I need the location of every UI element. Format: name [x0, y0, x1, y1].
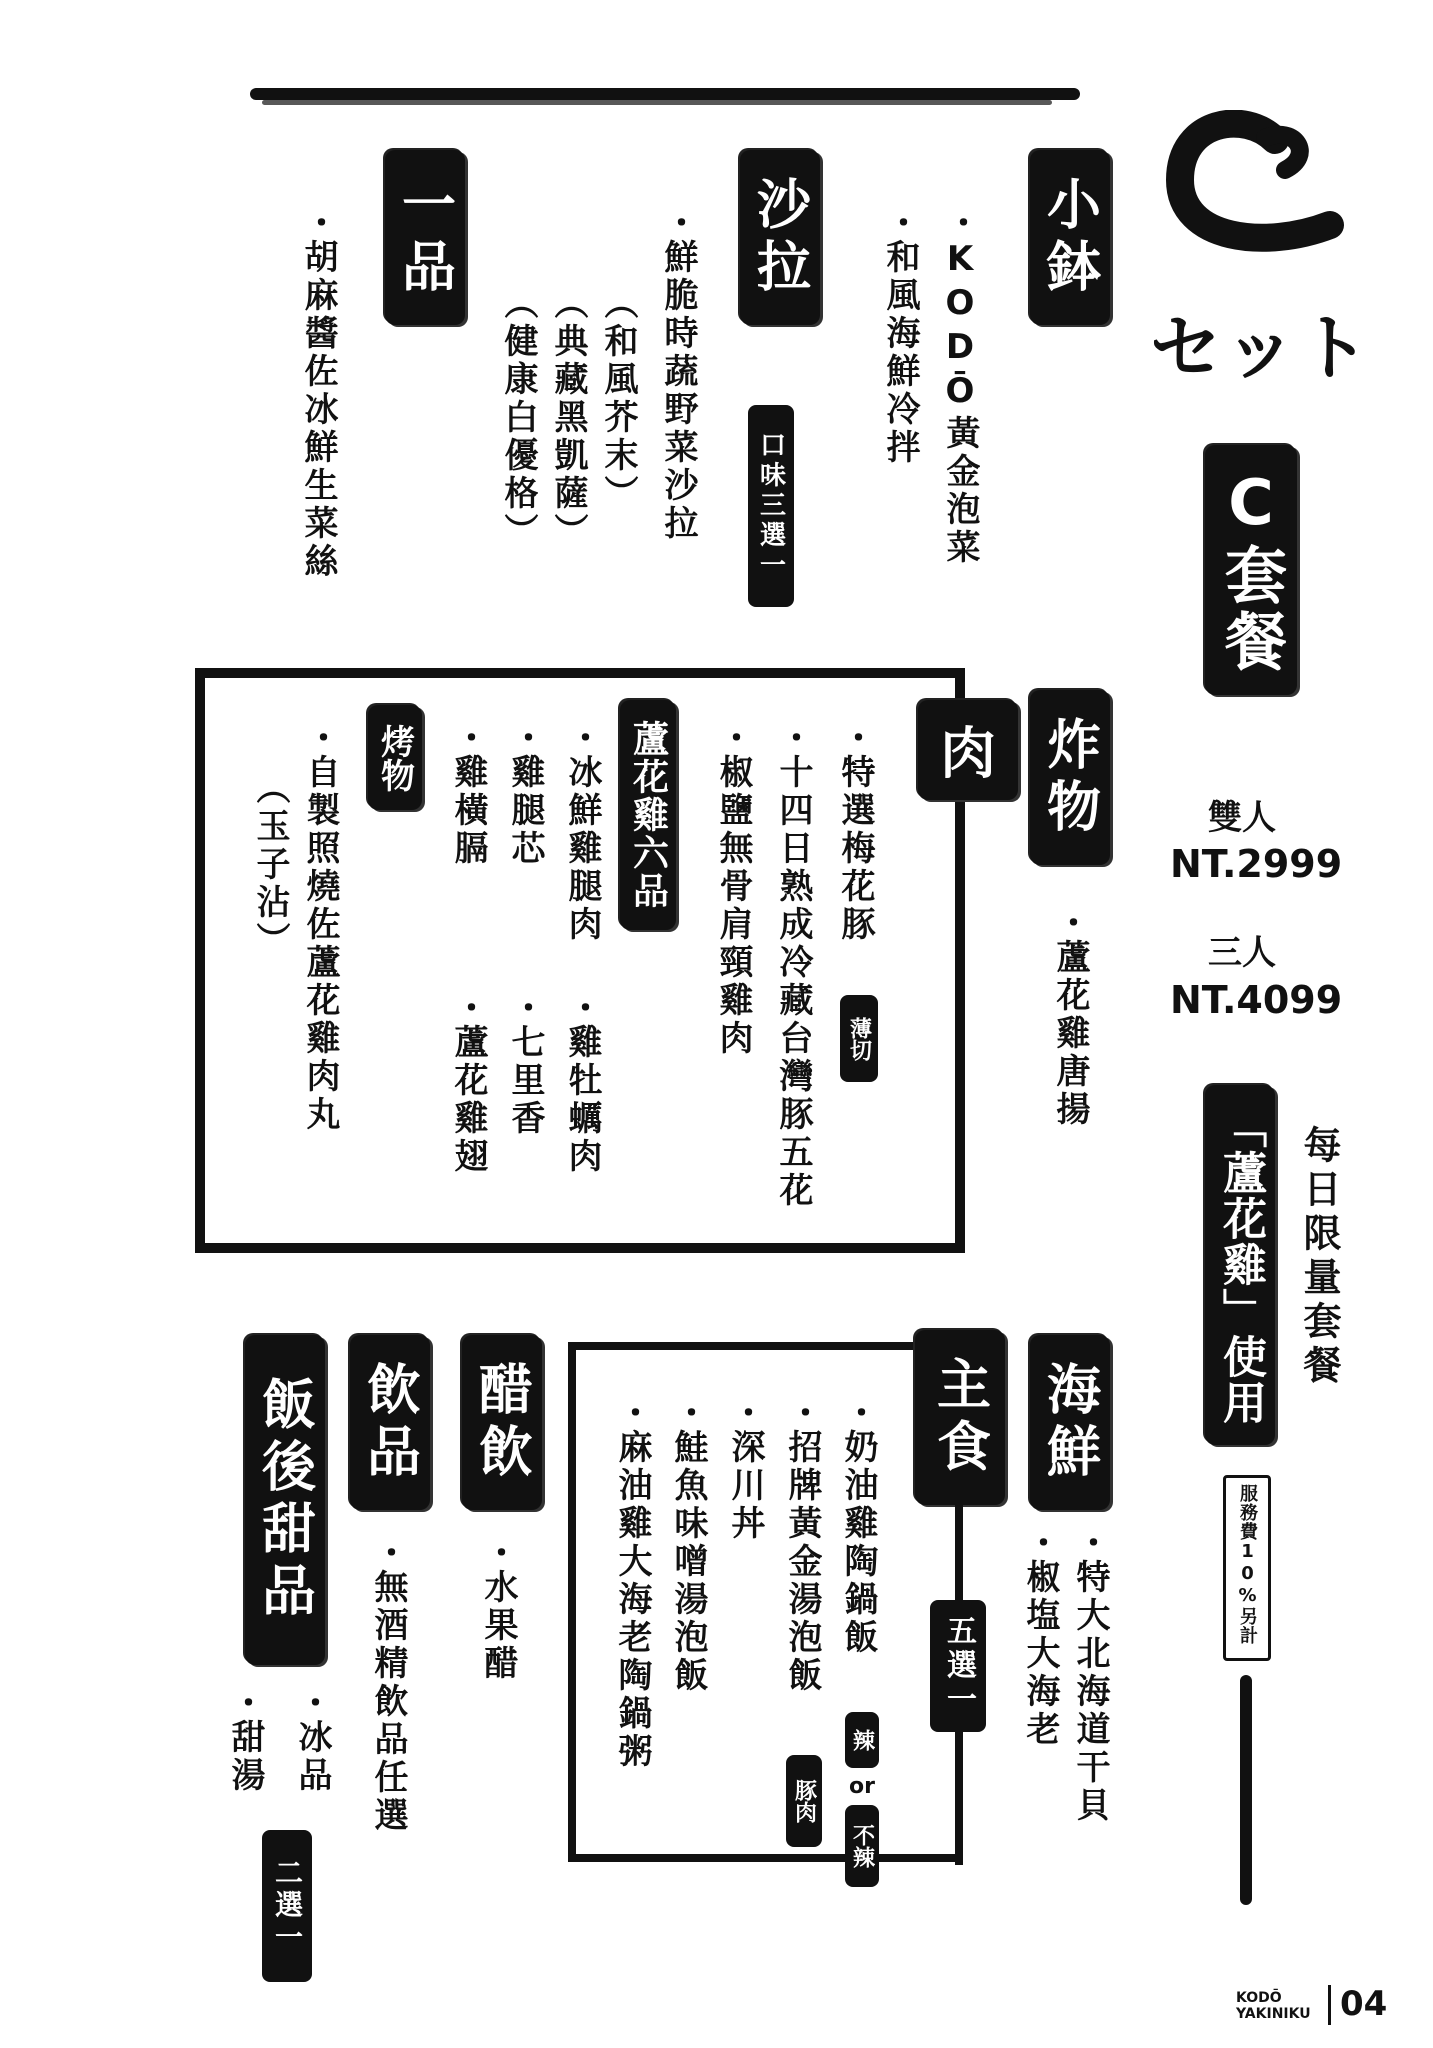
section-title-seafood: 海鮮: [1030, 1335, 1110, 1510]
meat-item-2: ・十四日熟成冷藏台灣豚五花: [773, 720, 813, 1210]
meat-item-1: ・特選梅花豚: [835, 720, 875, 944]
service-fee-text: 服務費10%另計: [1237, 1484, 1258, 1645]
seafood-item-2: ・椒塩大海老: [1020, 1525, 1060, 1749]
dessert-item-1: ・冰品: [292, 1685, 332, 1795]
chicken-badge: 「蘆花雞」使用: [1205, 1085, 1275, 1445]
kobachi-item-2: ・和風海鮮冷拌: [880, 205, 920, 467]
section-title-ippin: 一品: [385, 150, 465, 325]
set-title-badge: C套餐: [1205, 445, 1297, 695]
or-text: or: [849, 1774, 875, 1799]
chicken-six-item-3: ・雞腿芯: [505, 720, 545, 868]
logo-kana: セット: [1150, 306, 1373, 390]
main-spicy-options: [842, 1712, 882, 1887]
salad-option-1: （和風芥末）: [598, 285, 638, 513]
section-title-salad: 沙拉: [740, 150, 820, 325]
footer-divider: [1328, 1985, 1331, 2025]
service-fee-box: [1223, 1475, 1271, 1661]
chicken-six-item-1: ・冰鮮雞腿肉: [562, 720, 602, 944]
ippin-item-1: ・胡麻醬佐冰鮮生菜絲: [298, 205, 338, 581]
meat-thin-cut-badge: 薄切: [840, 995, 878, 1082]
fried-item-1: ・蘆花雞唐揚: [1050, 905, 1090, 1129]
dessert-choice-note: 二選一: [262, 1830, 312, 1982]
section-title-drinks: 飲品: [350, 1335, 430, 1510]
grilled-title: 烤物: [368, 705, 422, 810]
footer-brand-bottom: YAKINIKU: [1236, 2006, 1311, 2022]
main-item-5: ・麻油雞大海老陶鍋粥: [612, 1395, 652, 1771]
dessert-item-2: ・甜湯: [225, 1685, 265, 1795]
daily-limit-text: 每日限量套餐: [1297, 1125, 1341, 1389]
grilled-item: ・自製照燒佐蘆花雞肉丸: [300, 720, 340, 1134]
salad-option-2: （典藏黑凱薩）: [548, 285, 588, 551]
side-brush-stroke: [1240, 1675, 1252, 1905]
spicy-badge: 辣: [845, 1712, 879, 1768]
drinks-item-1: ・無酒精飲品任選: [368, 1535, 408, 1835]
price-triple: NT.4099: [1170, 978, 1343, 1022]
section-title-fried: 炸物: [1030, 690, 1110, 865]
not-spicy-badge: 不辣: [845, 1805, 879, 1887]
section-title-kobachi: 小鉢: [1030, 150, 1110, 325]
top-brush-stroke: [250, 88, 1080, 100]
kobachi-item-1: ・KODŌ黃金泡菜: [940, 205, 980, 567]
main-choice-note: 五選一: [930, 1600, 986, 1732]
footer-brand: [1236, 1990, 1311, 2022]
section-title-main: 主食: [915, 1330, 1005, 1505]
chicken-six-item-6: ・蘆花雞翅: [448, 990, 488, 1176]
grilled-note: （玉子沾）: [250, 770, 290, 960]
chicken-six-item-2: ・雞牡蠣肉: [562, 990, 602, 1176]
price-double-label: 雙人: [1208, 798, 1276, 838]
price-triple-label: 三人: [1208, 933, 1276, 973]
pork-badge: 豚肉: [786, 1755, 822, 1847]
section-title-vinegar: 醋飲: [462, 1335, 542, 1510]
seafood-item-1: ・特大北海道干貝: [1070, 1525, 1110, 1825]
main-item-3: ・深川丼: [725, 1395, 765, 1543]
main-item-4: ・鮭魚味噌湯泡飯: [668, 1395, 708, 1695]
salad-option-3: （健康白優格）: [498, 285, 538, 551]
meat-item-3: ・椒鹽無骨肩頸雞肉: [713, 720, 753, 1058]
footer-brand-top: KODŌ: [1236, 1990, 1282, 2006]
chicken-six-title: 蘆花雞六品: [620, 700, 676, 930]
price-double: NT.2999: [1170, 842, 1343, 886]
section-title-meat: 肉: [918, 700, 1018, 800]
salad-choice-note: 口味三選一: [748, 405, 794, 607]
top-brush-stroke-2: [262, 100, 1052, 105]
chicken-six-item-5: ・雞橫膈: [448, 720, 488, 868]
chicken-six-item-4: ・七里香: [505, 990, 545, 1138]
vinegar-item-1: ・水果醋: [478, 1535, 518, 1683]
page-number: 04: [1340, 1984, 1388, 2024]
main-item-2: ・招牌黃金湯泡飯: [782, 1395, 822, 1695]
salad-item-1: ・鮮脆時蔬野菜沙拉: [658, 205, 698, 543]
section-title-dessert: 飯後甜品: [245, 1335, 325, 1665]
logo-c-icon: [1155, 110, 1345, 260]
main-item-1: ・奶油雞陶鍋飯: [838, 1395, 878, 1657]
